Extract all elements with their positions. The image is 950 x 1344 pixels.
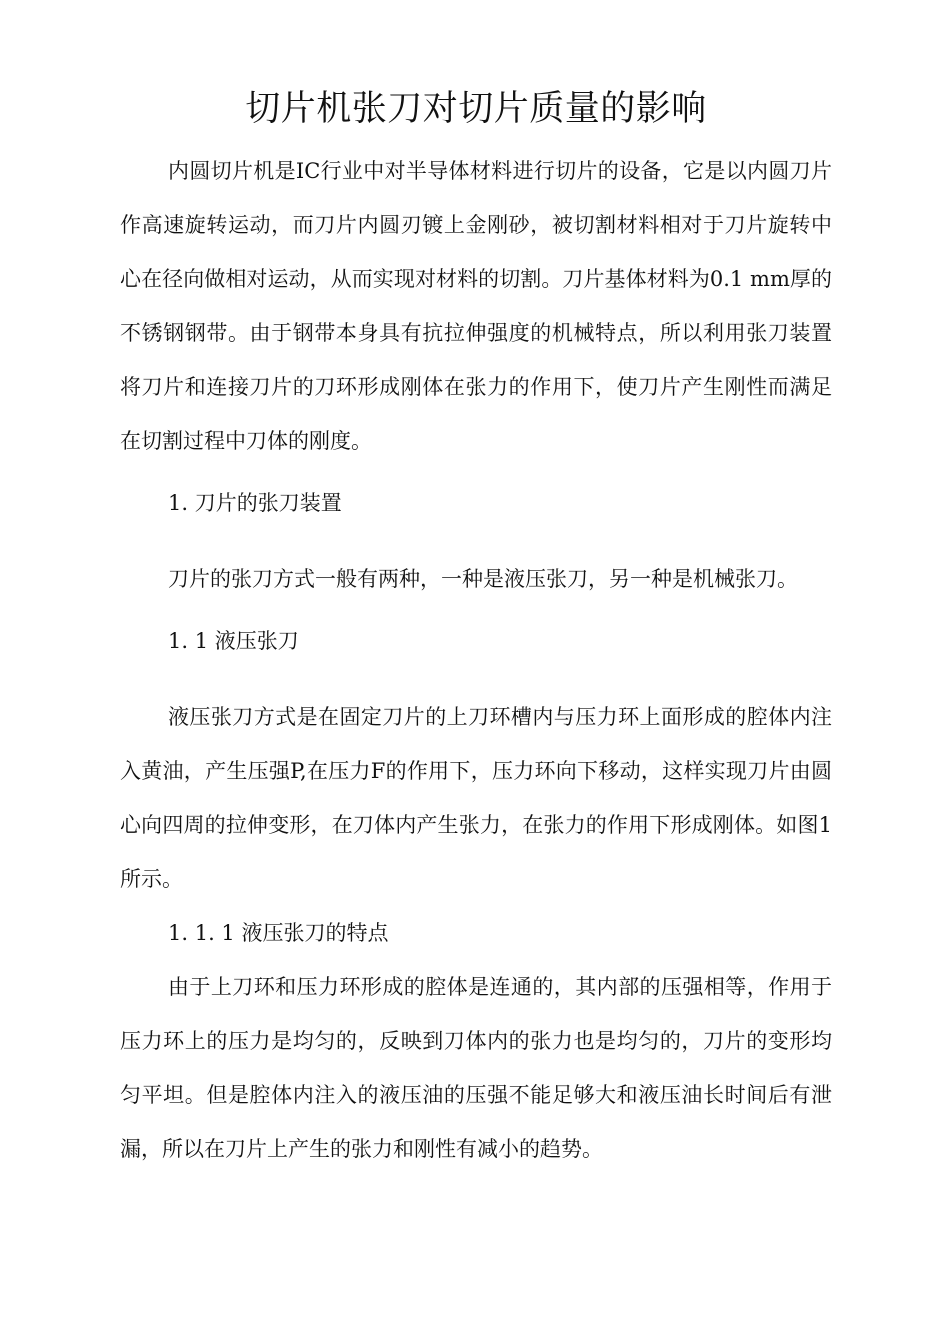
paragraph-tensioning-methods: 刀片的张刀方式一般有两种，一种是液压张刀，另一种是机械张刀。 xyxy=(168,567,798,591)
document-title: 切片机张刀对切片质量的影响 xyxy=(245,89,707,129)
paragraph-intro: 内圆切片机是IC行业中对半导体材料进行切片的设备，它是以内圆刀片作高速旋转运动，而刀片内圆刃镀上金刚砂，被切割材料相对于刀片旋转中心在径向做相对运动，从而实现对材料的切割。刀片基体材料为0.1 mm厚的不锈钢钢带。由于钢带本身具有抗拉伸强度的机械特点，所以利用张刀装置将刀片和连接刀片的刀环形成刚体在张力的作用下，使刀片产生刚性而满足在切割过程中刀体的刚度。 xyxy=(120,159,832,453)
paragraph-hydraulic-features: 由于上刀环和压力环形成的腔体是连通的，其内部的压强相等，作用于压力环上的压力是均匀的，反映到刀体内的张力也是均匀的，刀片的变形均匀平坦。但是腔体内注入的液压油的压强不能足够大和液压油长时间后有泄漏，所以在刀片上产生的张力和刚性有减小的趋势。 xyxy=(120,975,832,1161)
paragraph-hydraulic-method: 液压张刀方式是在固定刀片的上刀环槽内与压力环上面形成的腔体内注入黄油，产生压强P,在压力F的作用下，压力环向下移动，这样实现刀片由圆心向四周的拉伸变形，在刀体内产生张力，在张力的作用下形成刚体。如图1所示。 xyxy=(120,705,832,891)
section-heading-hydraulic-tensioning: 1. 1 液压张刀 xyxy=(168,629,299,653)
section-heading-hydraulic-features: 1. 1. 1 液压张刀的特点 xyxy=(168,921,389,945)
section-heading-blade-tensioning-device: 1. 刀片的张刀装置 xyxy=(168,491,342,515)
